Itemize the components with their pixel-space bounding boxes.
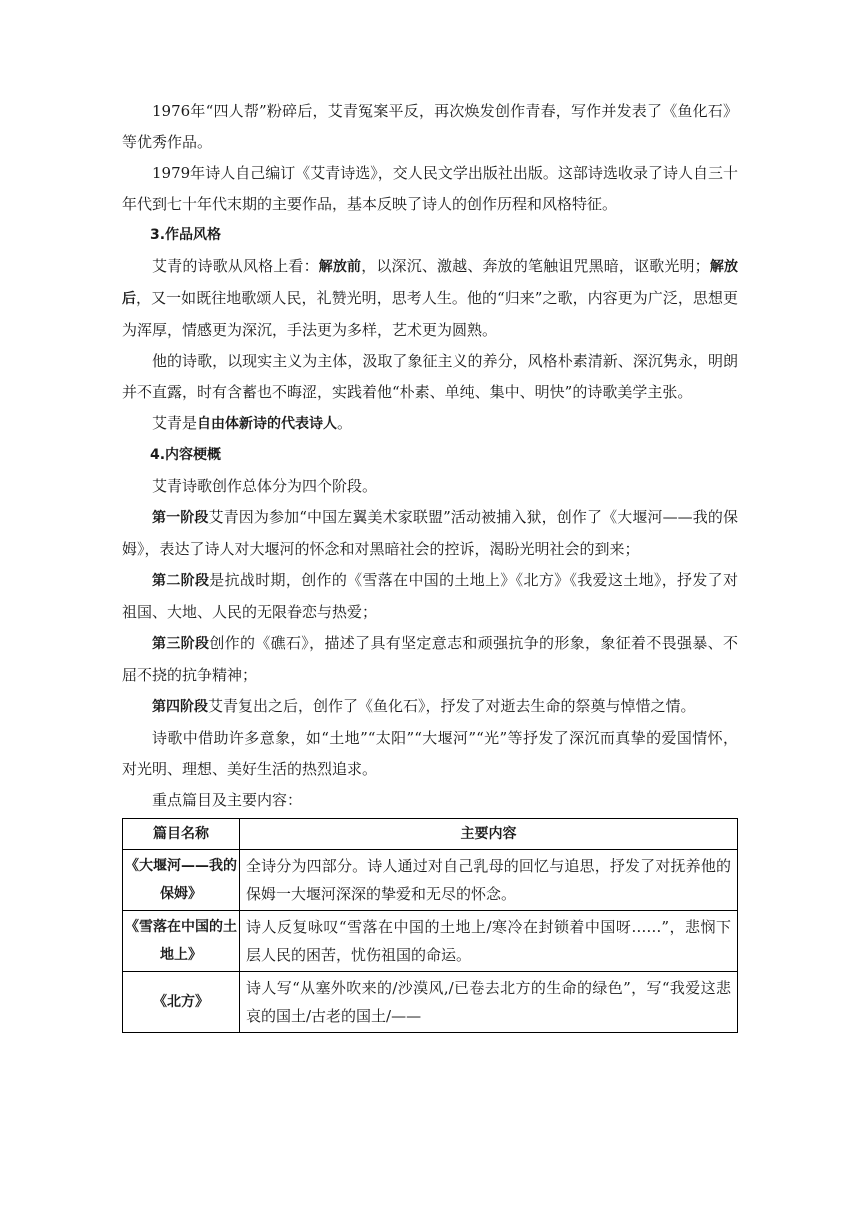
stage-text: 是抗战时期，创作的《雪落在中国的土地上》《北方》《我爱这土地》，抒发了对祖国、大地、人民的无限眷恋与热爱； [122, 571, 738, 621]
stage-paragraph [122, 502, 738, 565]
paragraph: 1979年诗人自己编订《艾青诗选》，交人民文学出版社出版。这部诗选收录了诗人自三十年代到七十年代末期的主要作品，基本反映了诗人的创作历程和风格特征。 [122, 164, 738, 213]
text-run: ，又一如既往地歌颂人民，礼赞光明，思考人生。他的“归来”之歌，内容更为广泛，思想更为浑厚，情感更为深沉，手法更为多样，艺术更为圆熟。 [122, 289, 739, 339]
paragraph: 1976年“四人帮”粉碎后，艾青冤案平反，再次焕发创作青春，写作并发表了《鱼化石》等优秀作品。 [122, 102, 738, 151]
stage-label: 第二阶段 [152, 573, 210, 589]
work-title: 《雪落在中国的土地上》 [123, 911, 240, 972]
stage-label: 第三阶段 [152, 636, 210, 652]
work-title: 《大堰河——我的保姆》 [123, 850, 240, 911]
bold-term: 解放后 [122, 259, 739, 307]
text-run: 艾青是 [152, 414, 198, 432]
works-table [122, 818, 738, 1033]
stage-text: 艾青因为参加“中国左翼美术家联盟”活动被捕入狱，创作了《大堰河——我的保姆》，表达了诗人对大堰河的怀念和对黑暗社会的控诉，渴盼光明社会的到来； [122, 508, 739, 558]
section-heading: 4.内容梗概 [150, 447, 222, 463]
table-header-row [123, 819, 738, 850]
bold-term: 解放前 [318, 259, 362, 275]
document-page [122, 96, 738, 1033]
stage-text: 创作的《礁石》，描述了具有坚定意志和顽强抗争的形象，象征着不畏强暴、不屈不挠的抗争精神； [122, 634, 739, 684]
header-content: 主要内容 [240, 819, 738, 850]
paragraph: 他的诗歌，以现实主义为主体，汲取了象征主义的养分，风格朴素清新、深沉隽永，明朗并不直露，时有含蓄也不晦涩，实践着他“朴素、单纯、集中、明快”的诗歌美学主张。 [122, 352, 738, 401]
work-summary: 全诗分为四部分。诗人通过对自己乳母的回忆与追思，抒发了对抚养他的保姆一大堰河深深的挚爱和无尽的怀念。 [240, 850, 738, 911]
stage-paragraph [122, 691, 738, 723]
stage-text: 艾青复出之后，创作了《鱼化石》，抒发了对逝去生命的祭奠与悼惜之情。 [208, 697, 696, 715]
stage-label: 第四阶段 [152, 699, 208, 715]
paragraph [122, 251, 738, 346]
text-run: 。 [337, 414, 353, 432]
paragraph: 重点篇目及主要内容： [152, 791, 303, 809]
stage-paragraph [122, 565, 738, 628]
paragraph: 诗歌中借助许多意象，如“土地”“太阳”“大堰河”“光”等抒发了深沉而真挚的爱国情怀，对光明、理想、美好生活的热烈追求。 [122, 729, 738, 778]
text-run: ，以深沉、激越、奔放的笔触诅咒黑暗，讴歌光明； [361, 257, 710, 275]
table-row [123, 850, 738, 911]
stage-label: 第一阶段 [152, 510, 209, 526]
header-title: 篇目名称 [123, 819, 240, 850]
work-summary: 诗人写“从塞外吹来的/沙漠风,/已卷去北方的生命的绿色”，写“我爱这悲哀的国土/古老的国土/—— [240, 972, 738, 1033]
table-row [123, 911, 738, 972]
section-heading: 3.作品风格 [150, 227, 222, 243]
paragraph: 艾青诗歌创作总体分为四个阶段。 [152, 477, 378, 495]
text-run: 艾青的诗歌从风格上看： [152, 257, 319, 275]
work-title: 《北方》 [123, 972, 240, 1033]
bold-term: 自由体新诗的代表诗人 [197, 416, 338, 432]
table-row [123, 972, 738, 1033]
paragraph [122, 408, 738, 440]
work-summary: 诗人反复咏叹“雪落在中国的土地上/寒冷在封锁着中国呀……”，悲悯下层人民的困苦，忧伤祖国的命运。 [240, 911, 738, 972]
stage-paragraph [122, 628, 738, 691]
